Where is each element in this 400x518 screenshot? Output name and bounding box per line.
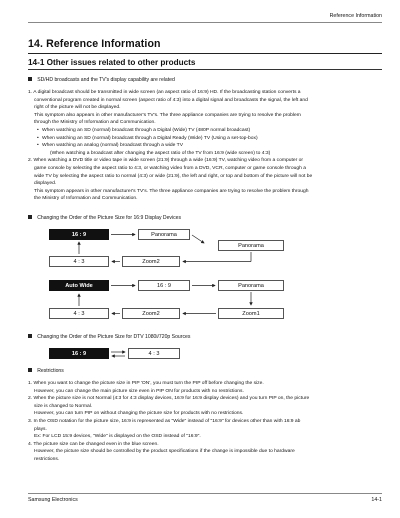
section-title: 14. Reference Information [28,38,161,50]
restrictions-body: 1. When you want to change the picture size in PIP 'ON', you must turn the PIP off before changing the size. However, you can change the main picture size even in PIP ON for products with no restrictions. 2. When the picture size is not Normal (4:3 for 4:3 display devices, 16:9 for 16:9 display devices) and you turn PIP on, the picture size is changed to Normal. However, you can turn PIP on without changing the picture size for products with no restrictions. 3. In the OSD notation for the picture size, 16:9 is represented as "Wide" instead of "16:9" for devices other than with 16:9 ab plays. Ex: For LCD 15:9 devices, "Wide" is displayed on the OSD instead of "16:9". 4. The picture size can be changed even in the blue screen. However, the picture size should be controlled by the product specifications if the change is impossible due to hardware restrictions. [28,381,310,462]
size-zoom2-box: Zoom2 [122,256,180,267]
size-panorama-box: Panorama [138,229,190,240]
size-zoom1-box: Zoom1 [218,308,284,319]
size-panorama-box-3: Panorama [218,280,284,291]
subsection-title: 14-1 Other issues related to other products [28,58,196,67]
dtv-4-3-box: 4 : 3 [128,348,180,359]
footer-company: Samsung Electronics [28,497,78,503]
running-header: Reference Information [329,13,382,19]
heading-order-dtv: Changing the Order of the Picture Size for DTV 1080i/720p Sources [28,334,190,340]
page-number: 14-1 [371,497,382,503]
sd-hd-body: 1. A digital broadcast should be transmitted in wide screen (an aspect ratio of 16:9) HD. If the broadcasting station converts a conventional program created in normal screen (aspect ratio of 4:3) into a digital signal and broadcasts the signal, the left and right of the picture will not be displayed. This symptom also appears in other manufacturer's TV's. The three appliance companies are trying to resolve the problem through the Ministry of Information and Communication. • When watching an SD (normal) broadcast through a Digital (Wide) TV (480P normal broadcast) • When watching an SD (normal) broadcast through a Digital Ready (Wide) TV (Using a set-top-box) • When watching an analog (normal) broadcast through a wide TV (When watching a broadcast after changing the aspect ratio of the TV from 16:9 (wide screen) to 4:3) 2. When watching a DVD title or video tape in wide screen (21:9) through a wide (16:9) TV, watching video from a computer or game console by selecting the aspect ratio to 4:3, or watching video from a DVD, VCR, computer or game console through a wide TV by selecting the aspect ratio to normal (4:3) or wide (21:9), the left and right, or top and bottom of the picture will not be displayed. This symptom appears in other manufacturer's TV's. The three appliance companies are trying to resolve the problem through the Ministry of Information and Communication. [28,89,380,203]
size-4-3-box-2: 4 : 3 [49,308,109,319]
heading-restrictions: Restrictions [28,368,64,374]
arrow-diagonal-icon [192,235,204,243]
size-16-9-box: 16 : 9 [49,229,109,240]
size-4-3-box: 4 : 3 [49,256,109,267]
size-panorama-box-2: Panorama [218,240,284,251]
size-16-9-box-2: 16 : 9 [138,280,190,291]
square-bullet-icon [28,368,32,372]
footer-divider [28,493,382,494]
heading-order-16-9: Changing the Order of the Picture Size for 16:9 Display Devices [28,215,181,221]
heading-sd-hd: SD/HD broadcasts and the TV's display capability are related [28,77,175,83]
size-zoom2-box-2: Zoom2 [122,308,180,319]
size-auto-wide-box: Auto Wide [49,280,109,291]
dtv-16-9-box: 16 : 9 [49,348,109,359]
